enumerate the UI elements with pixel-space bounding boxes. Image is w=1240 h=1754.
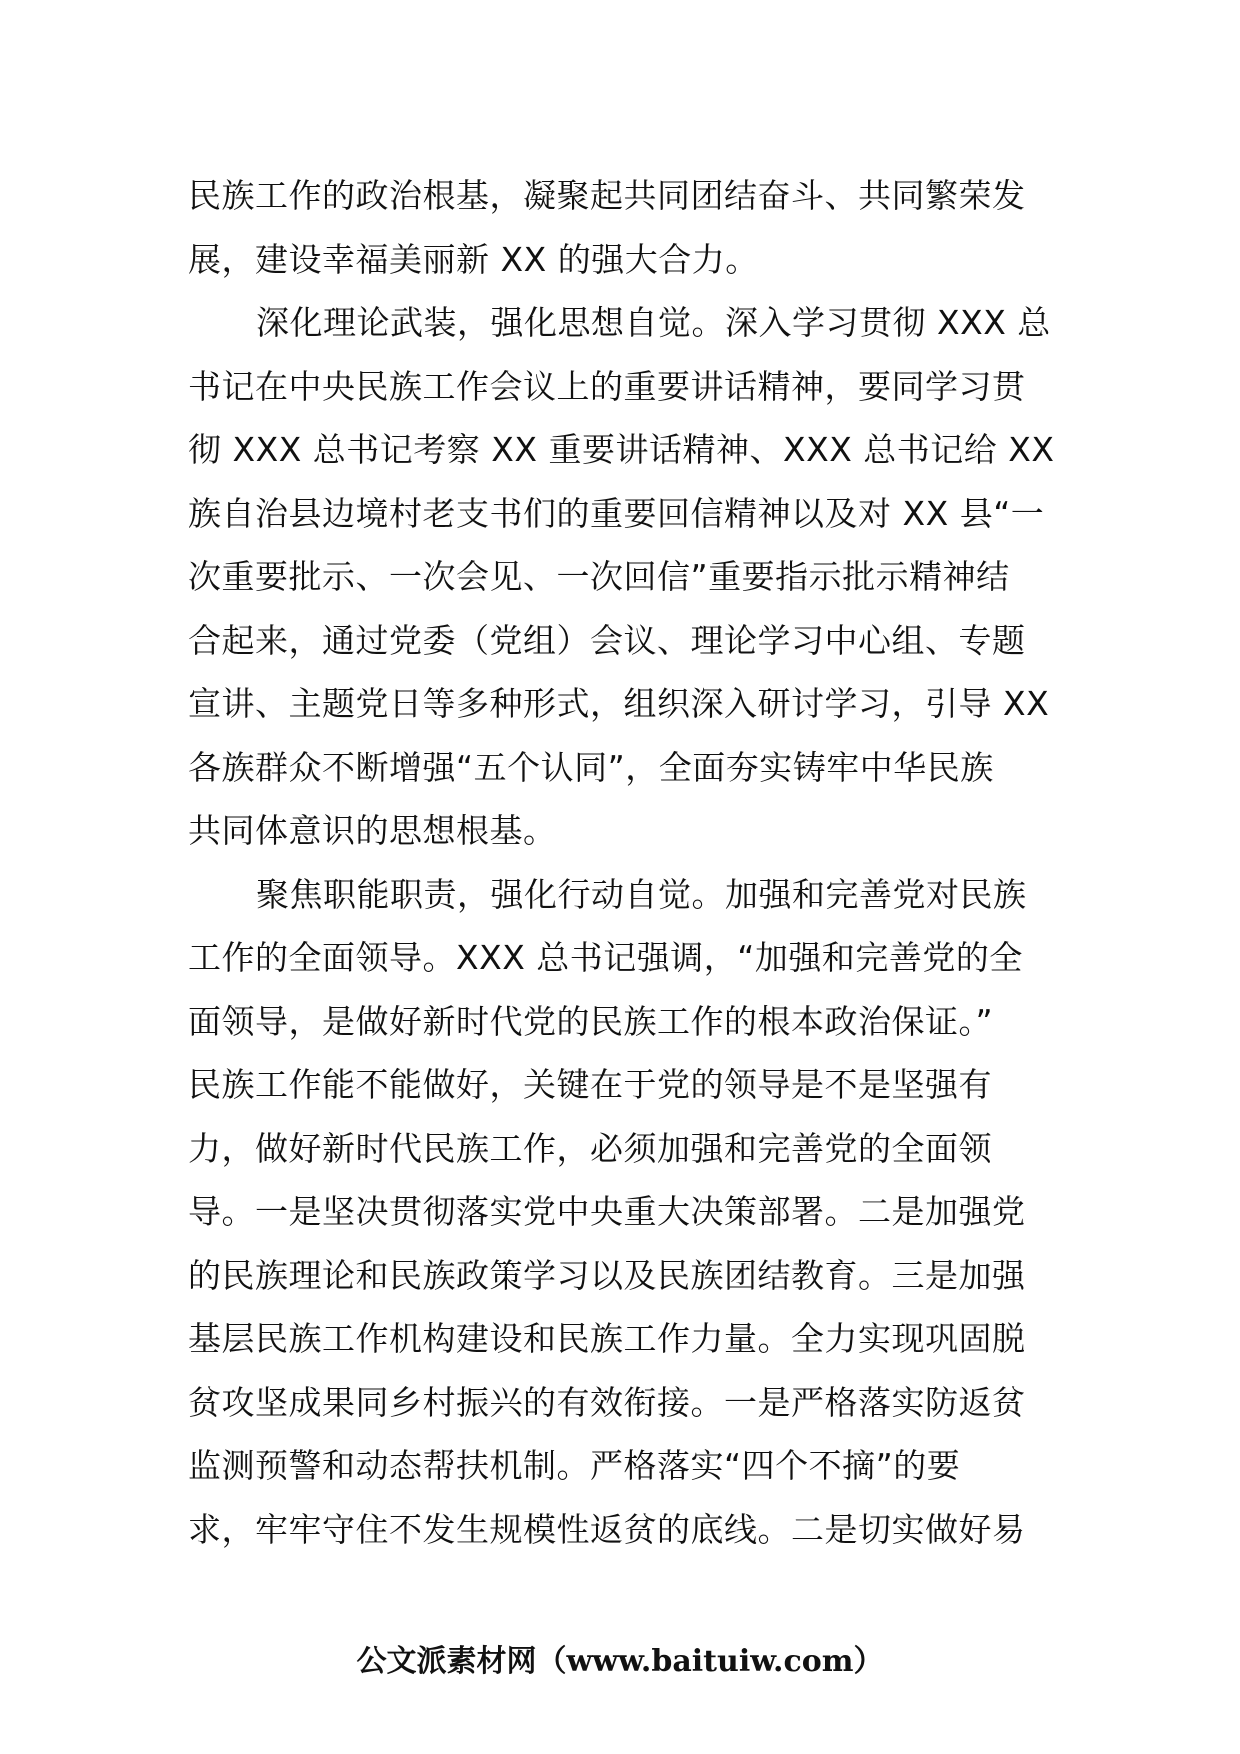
text-line: 共同体意识的思想根基。 — [188, 811, 557, 850]
document-body — [188, 164, 1058, 1561]
text-line: 宣讲、主题党日等多种形式，组织深入研讨学习，引导 XX — [188, 684, 1050, 723]
text-line: 展，建设幸福美丽新 XX 的强大合力。 — [188, 239, 759, 279]
text-line: 深化理论武装，强化思想自觉。深入学习贯彻 XXX 总 — [256, 303, 1051, 342]
text-line: 面领导，是做好新时代党的民族工作的根本政治保证。” — [188, 1001, 994, 1041]
text-line: 求，牢牢守住不发生规模性返贫的底线。二是切实做好易 — [188, 1509, 1026, 1549]
text-line: 聚焦职能职责，强化行动自觉。加强和完善党对民族 — [256, 874, 1027, 914]
text-line: 书记在中央民族工作会议上的重要讲话精神，要同学习贯 — [188, 366, 1026, 406]
text-line: 监测预警和动态帮扶机制。严格落实“四个不摘”的要 — [188, 1446, 961, 1485]
text-line: 各族群众不断增强“五个认同”，全面夯实铸牢中华民族 — [188, 747, 994, 787]
text-line: 力，做好新时代民族工作，必须加强和完善党的全面领 — [188, 1128, 992, 1168]
footer-watermark: 公文派素材网（www.baituiw.com） — [356, 1644, 884, 1679]
text-line: 次重要批示、一次会见、一次回信”重要指示批示精神结 — [188, 557, 1010, 596]
text-line: 的民族理论和民族政策学习以及民族团结教育。三是加强 — [188, 1255, 1026, 1295]
text-line: 彻 XXX 总书记考察 XX 重要讲话精神、XXX 总书记给 XX — [188, 430, 1055, 469]
text-line: 导。一是坚决贯彻落实党中央重大决策部署。二是加强党 — [188, 1192, 1026, 1231]
text-line: 民族工作能不能做好，关键在于党的领导是不是坚强有 — [188, 1065, 992, 1104]
text-line: 基层民族工作机构建设和民族工作力量。全力实现巩固脱 — [188, 1319, 1026, 1358]
text-line: 族自治县边境村老支书们的重要回信精神以及对 XX 县“一 — [188, 493, 1045, 533]
text-line: 合起来，通过党委（党组）会议、理论学习中心组、专题 — [188, 620, 1026, 660]
text-line: 民族工作的政治根基，凝聚起共同团结奋斗、共同繁荣发 — [188, 176, 1026, 215]
text-line: 贫攻坚成果同乡村振兴的有效衔接。一是严格落实防返贫 — [188, 1382, 1026, 1422]
text-line: 工作的全面领导。XXX 总书记强调，“加强和完善党的全 — [188, 938, 1023, 977]
